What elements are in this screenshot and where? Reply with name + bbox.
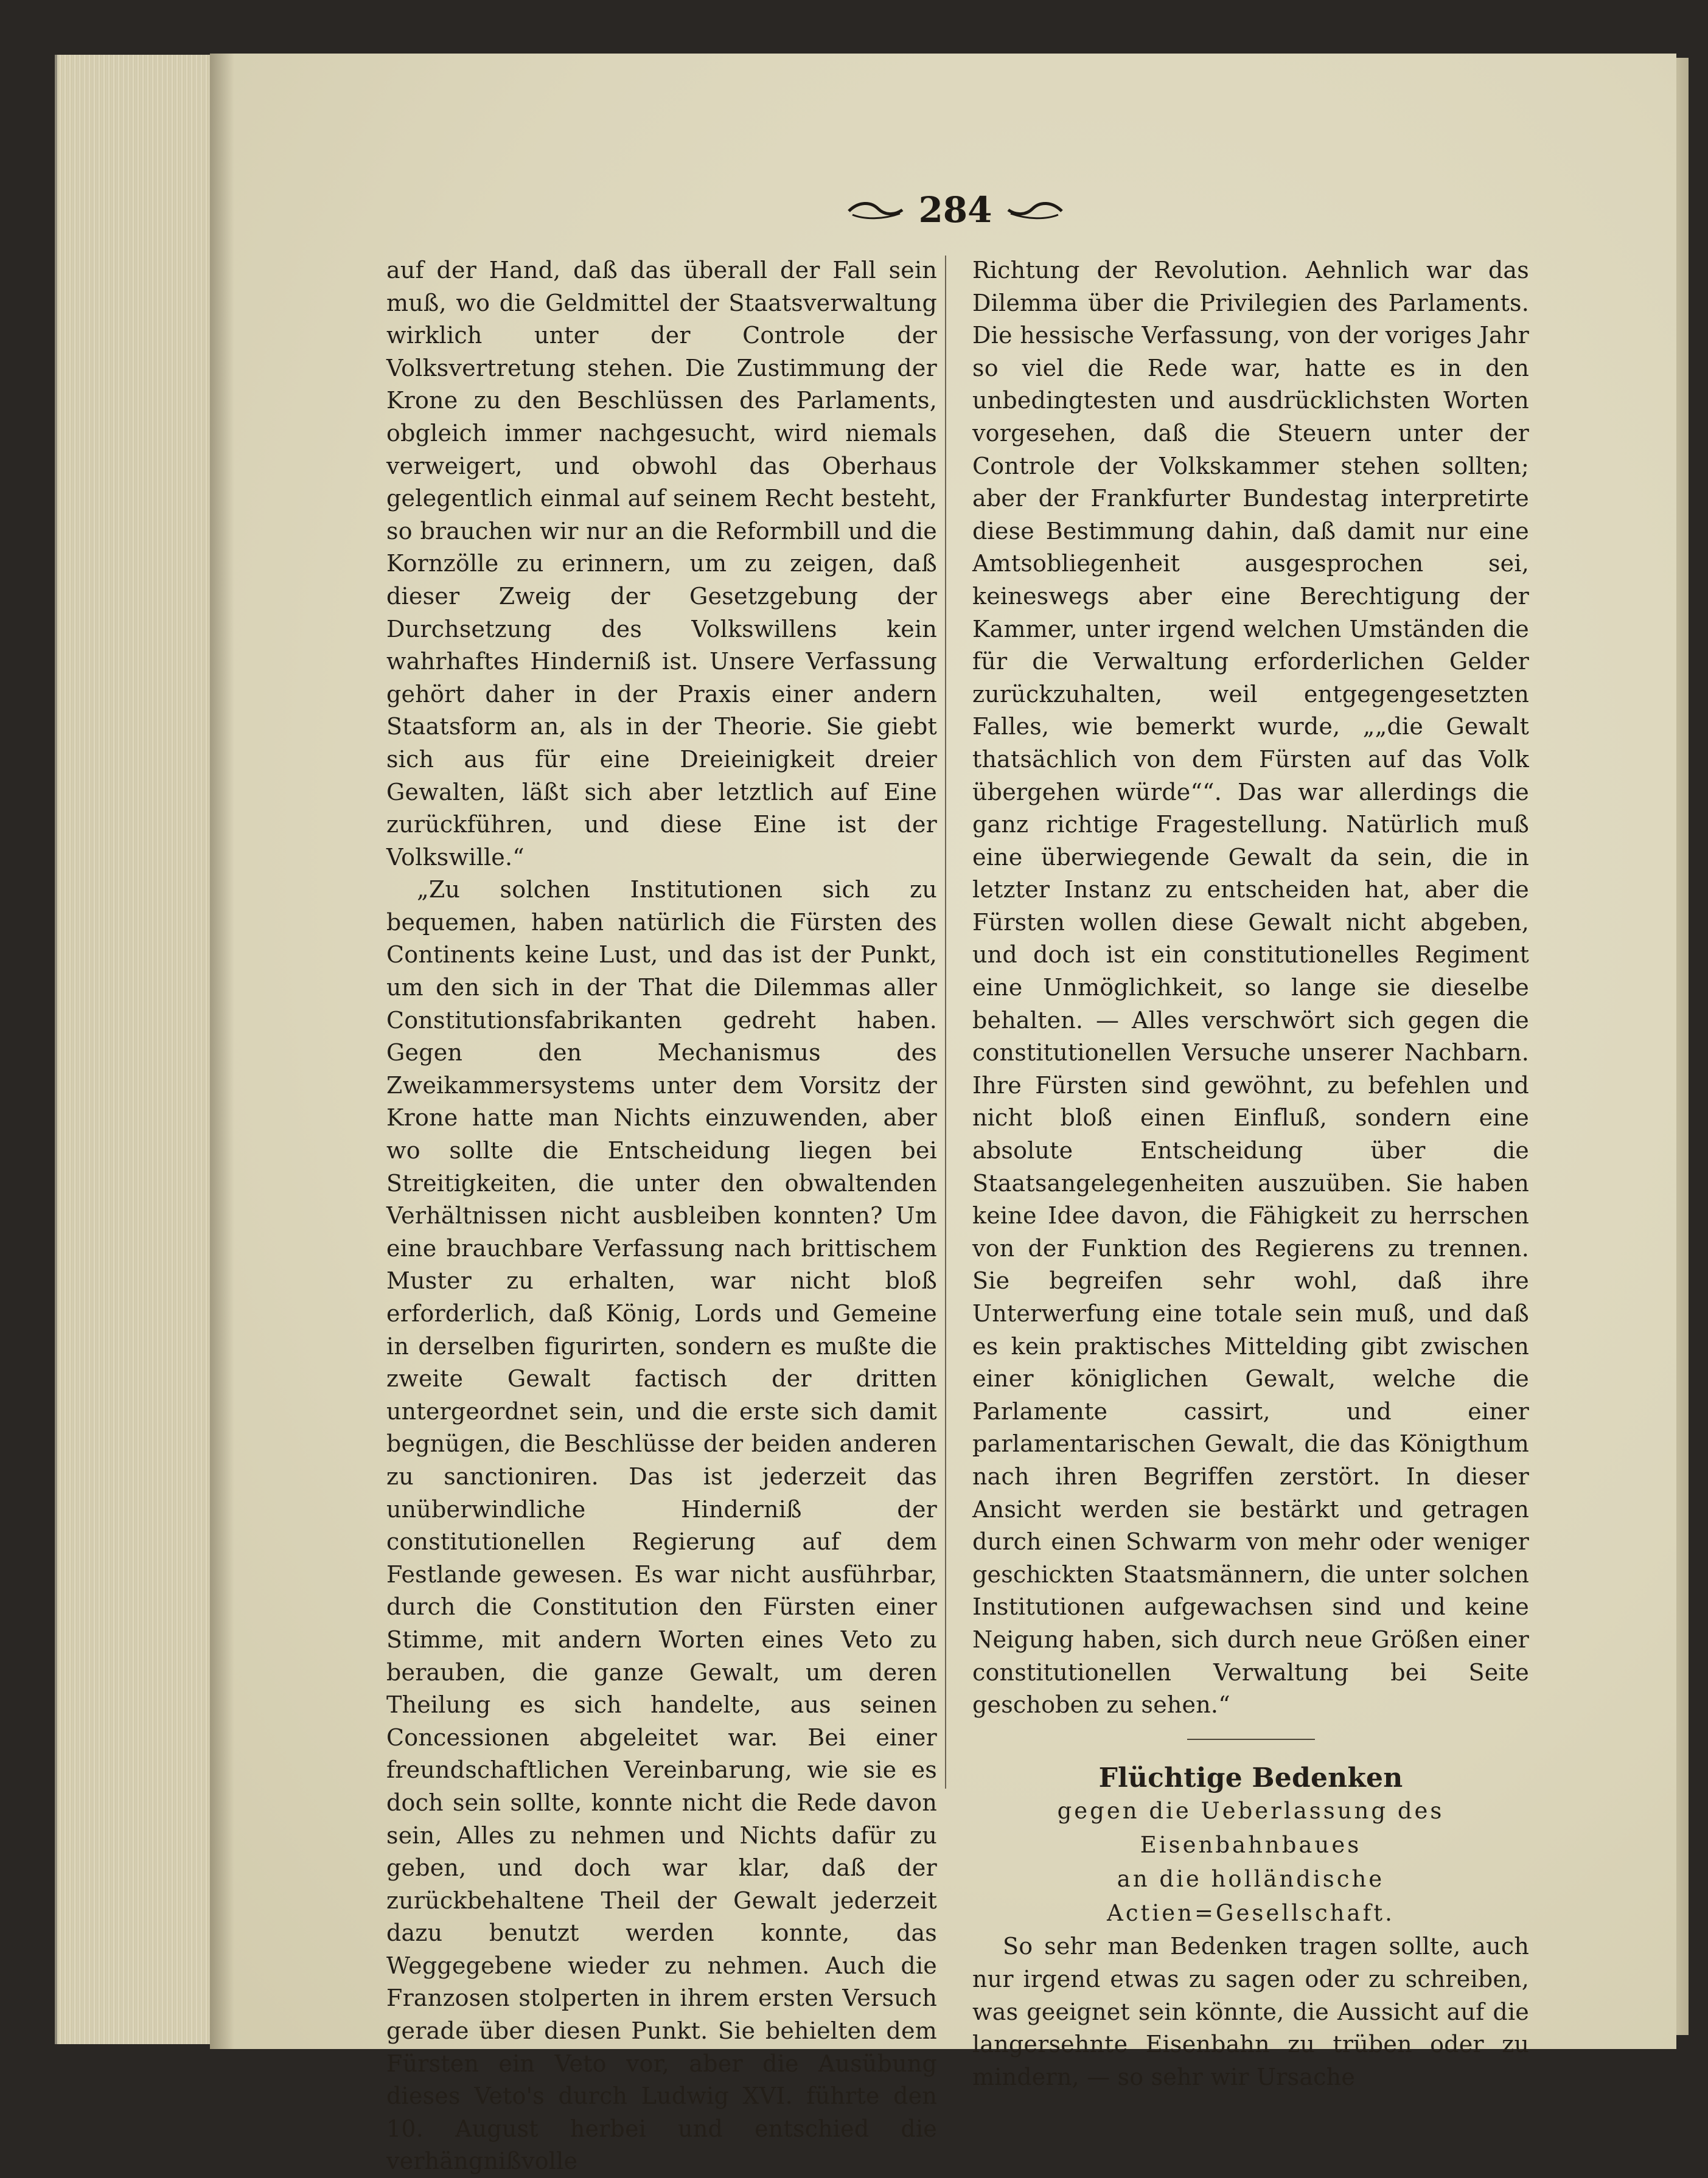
- page-stack-edge: [55, 55, 215, 2044]
- gutter-shadow: [210, 54, 234, 2049]
- right-flourish-ornament: [1006, 198, 1064, 222]
- column-divider: [945, 256, 946, 1789]
- section-divider-rule: [1187, 1739, 1315, 1740]
- paragraph: So sehr man Bedenken tragen sollte, auch nur irgend etwas zu sagen oder zu schreiben, was geeignet sein könnte, die Aussicht auf die langersehnte Eisenbahn zu trüben oder zu mindern, — so sehr wir Ursache: [972, 1933, 1529, 2090]
- page-header: [840, 183, 1071, 237]
- section-heading: Flüchtige Bedenken: [1098, 1762, 1403, 1794]
- section-subheading: an die holländische Actien=Gesellschaft.: [1107, 1866, 1395, 1927]
- page-number: 284: [918, 189, 992, 231]
- paragraph: auf der Hand, daß das überall der Fall sein muß, wo die Geldmittel der Staatsverwaltung wirklich unter der Controle der Volksvertretung stehen. Die Zustimmung der Krone zu den Beschlüssen des Parlaments, obgleich immer nachgesucht, wird niemals verweigert, und obwohl das Oberhaus gelegentlich einmal auf seinem Recht besteht, so brauchen wir nur an die Reformbill und die Kornzölle zu erinnern, um zu zeigen, daß dieser Zweig der Gesetzgebung der Durchsetzung des Volkswillens kein wahrhaftes Hinderniß ist. Unsere Verfassung gehört daher in der Praxis einer andern Staatsform an, als in der Theorie. Sie giebt sich aus für eine Dreieinigkeit dreier Gewalten, läßt sich aber letztlich auf Eine zurückführen, und diese Eine ist der Volkswille.“: [386, 257, 937, 871]
- section-subheading: gegen die Ueberlassung des Eisenbahnbaues: [1057, 1798, 1445, 1859]
- paragraph: „Zu solchen Institutionen sich zu bequemen, haben natürlich die Fürsten des Continents keine Lust, und das ist der Punkt, um den sich in der That die Dilemmas aller Constitutionsfabrikanten gedreht haben. Gegen den Mechanismus des Zweikammersystems unter dem Vorsitz der Krone hatte man Nichts einzuwenden, aber wo sollte die Entscheidung liegen bei Streitigkeiten, die unter den obwaltenden Verhältnissen nicht ausbleiben konnten? Um eine brauchbare Verfassung nach brittischem Muster zu erhalten, war nicht bloß erforderlich, daß König, Lords und Gemeine in derselben figurirten, sondern es mußte die zweite Gewalt factisch der dritten untergeordnet sein, und die erste sich damit begnügen, die Beschlüsse der beiden anderen zu sanctioniren. Das ist jederzeit das unüberwindliche Hinderniß der constitutionellen Regierung auf dem Festlande gewesen. Es war nicht ausführbar, durch die Constitution den Fürsten einer Stimme, mit andern Worten eines Veto zu berauben, die ganze Gewalt, um deren Theilung es sich handelte, aus seinen Concessionen abgeleitet war. Bei einer freundschaftlichen Vereinbarung, wie sie es doch sein sollte, konnte nicht die Rede davon sein, Alles zu nehmen und Nichts dafür zu geben, und doch war klar, daß der zurückbehaltene Theil der Gewalt jederzeit dazu benutzt werden konnte, das Weggegebene wieder zu nehmen. Auch die Franzosen stolperten in ihrem ersten Versuch gerade über diesen Punkt. Sie behielten dem Fürsten ein Veto vor, aber die Ausübung dieses Veto's durch Ludwig XVI. führte den 10. August herbei und entschied die verhängnißvolle: [386, 876, 937, 2175]
- left-text-column: [386, 254, 937, 2178]
- right-text-column: [972, 254, 1529, 2093]
- left-flourish-ornament: [846, 198, 905, 222]
- paragraph: Richtung der Revolution. Aehnlich war das Dilemma über die Privilegien des Parlaments. Die hessische Verfassung, von der voriges Jahr so viel die Rede war, hatte es in den unbedingtesten und ausdrücklichsten Worten vorgesehen, daß die Steuern unter der Controle der Volkskammer stehen sollten; aber der Frankfurter Bundestag interpretirte diese Bestimmung dahin, daß damit nur eine Amtsobliegenheit ausgesprochen sei, keineswegs aber eine Berechtigung der Kammer, unter irgend welchen Umständen die für die Verwaltung erforderlichen Gelder zurückzuhalten, weil entgegengesetzten Falles, wie bemerkt wurde, „„die Gewalt thatsächlich von dem Fürsten auf das Volk übergehen würde““. Das war allerdings die ganz richtige Fragestellung. Natürlich muß eine überwiegende Gewalt da sein, die in letzter Instanz zu entscheiden hat, aber die Fürsten wollen diese Gewalt nicht abgeben, und doch ist ein constitutionelles Regiment eine Unmöglichkeit, so lange sie dieselbe behalten. — Alles verschwört sich gegen die constitutionellen Versuche unserer Nachbarn. Ihre Fürsten sind gewöhnt, zu befehlen und nicht bloß einen Einfluß, sondern eine absolute Entscheidung über die Staatsangelegenheiten auszuüben. Sie haben keine Idee davon, die Fähigkeit zu herrschen von der Funktion des Regierens zu trennen. Sie begreifen sehr wohl, daß ihre Unterwerfung eine totale sein muß, und daß es kein praktisches Mittelding gibt zwischen einer königlichen Gewalt, welche die Parlamente cassirt, und einer parlamentarischen Gewalt, die das Königthum nach ihren Begriffen zerstört. In dieser Ansicht werden sie bestärkt und getragen durch einen Schwarm von mehr oder weniger geschickten Staatsmännern, die unter solchen Institutionen aufgewachsen sind und keine Neigung haben, sich durch neue Größen einer constitutionellen Verwaltung bei Seite geschoben zu sehen.“: [972, 257, 1529, 1719]
